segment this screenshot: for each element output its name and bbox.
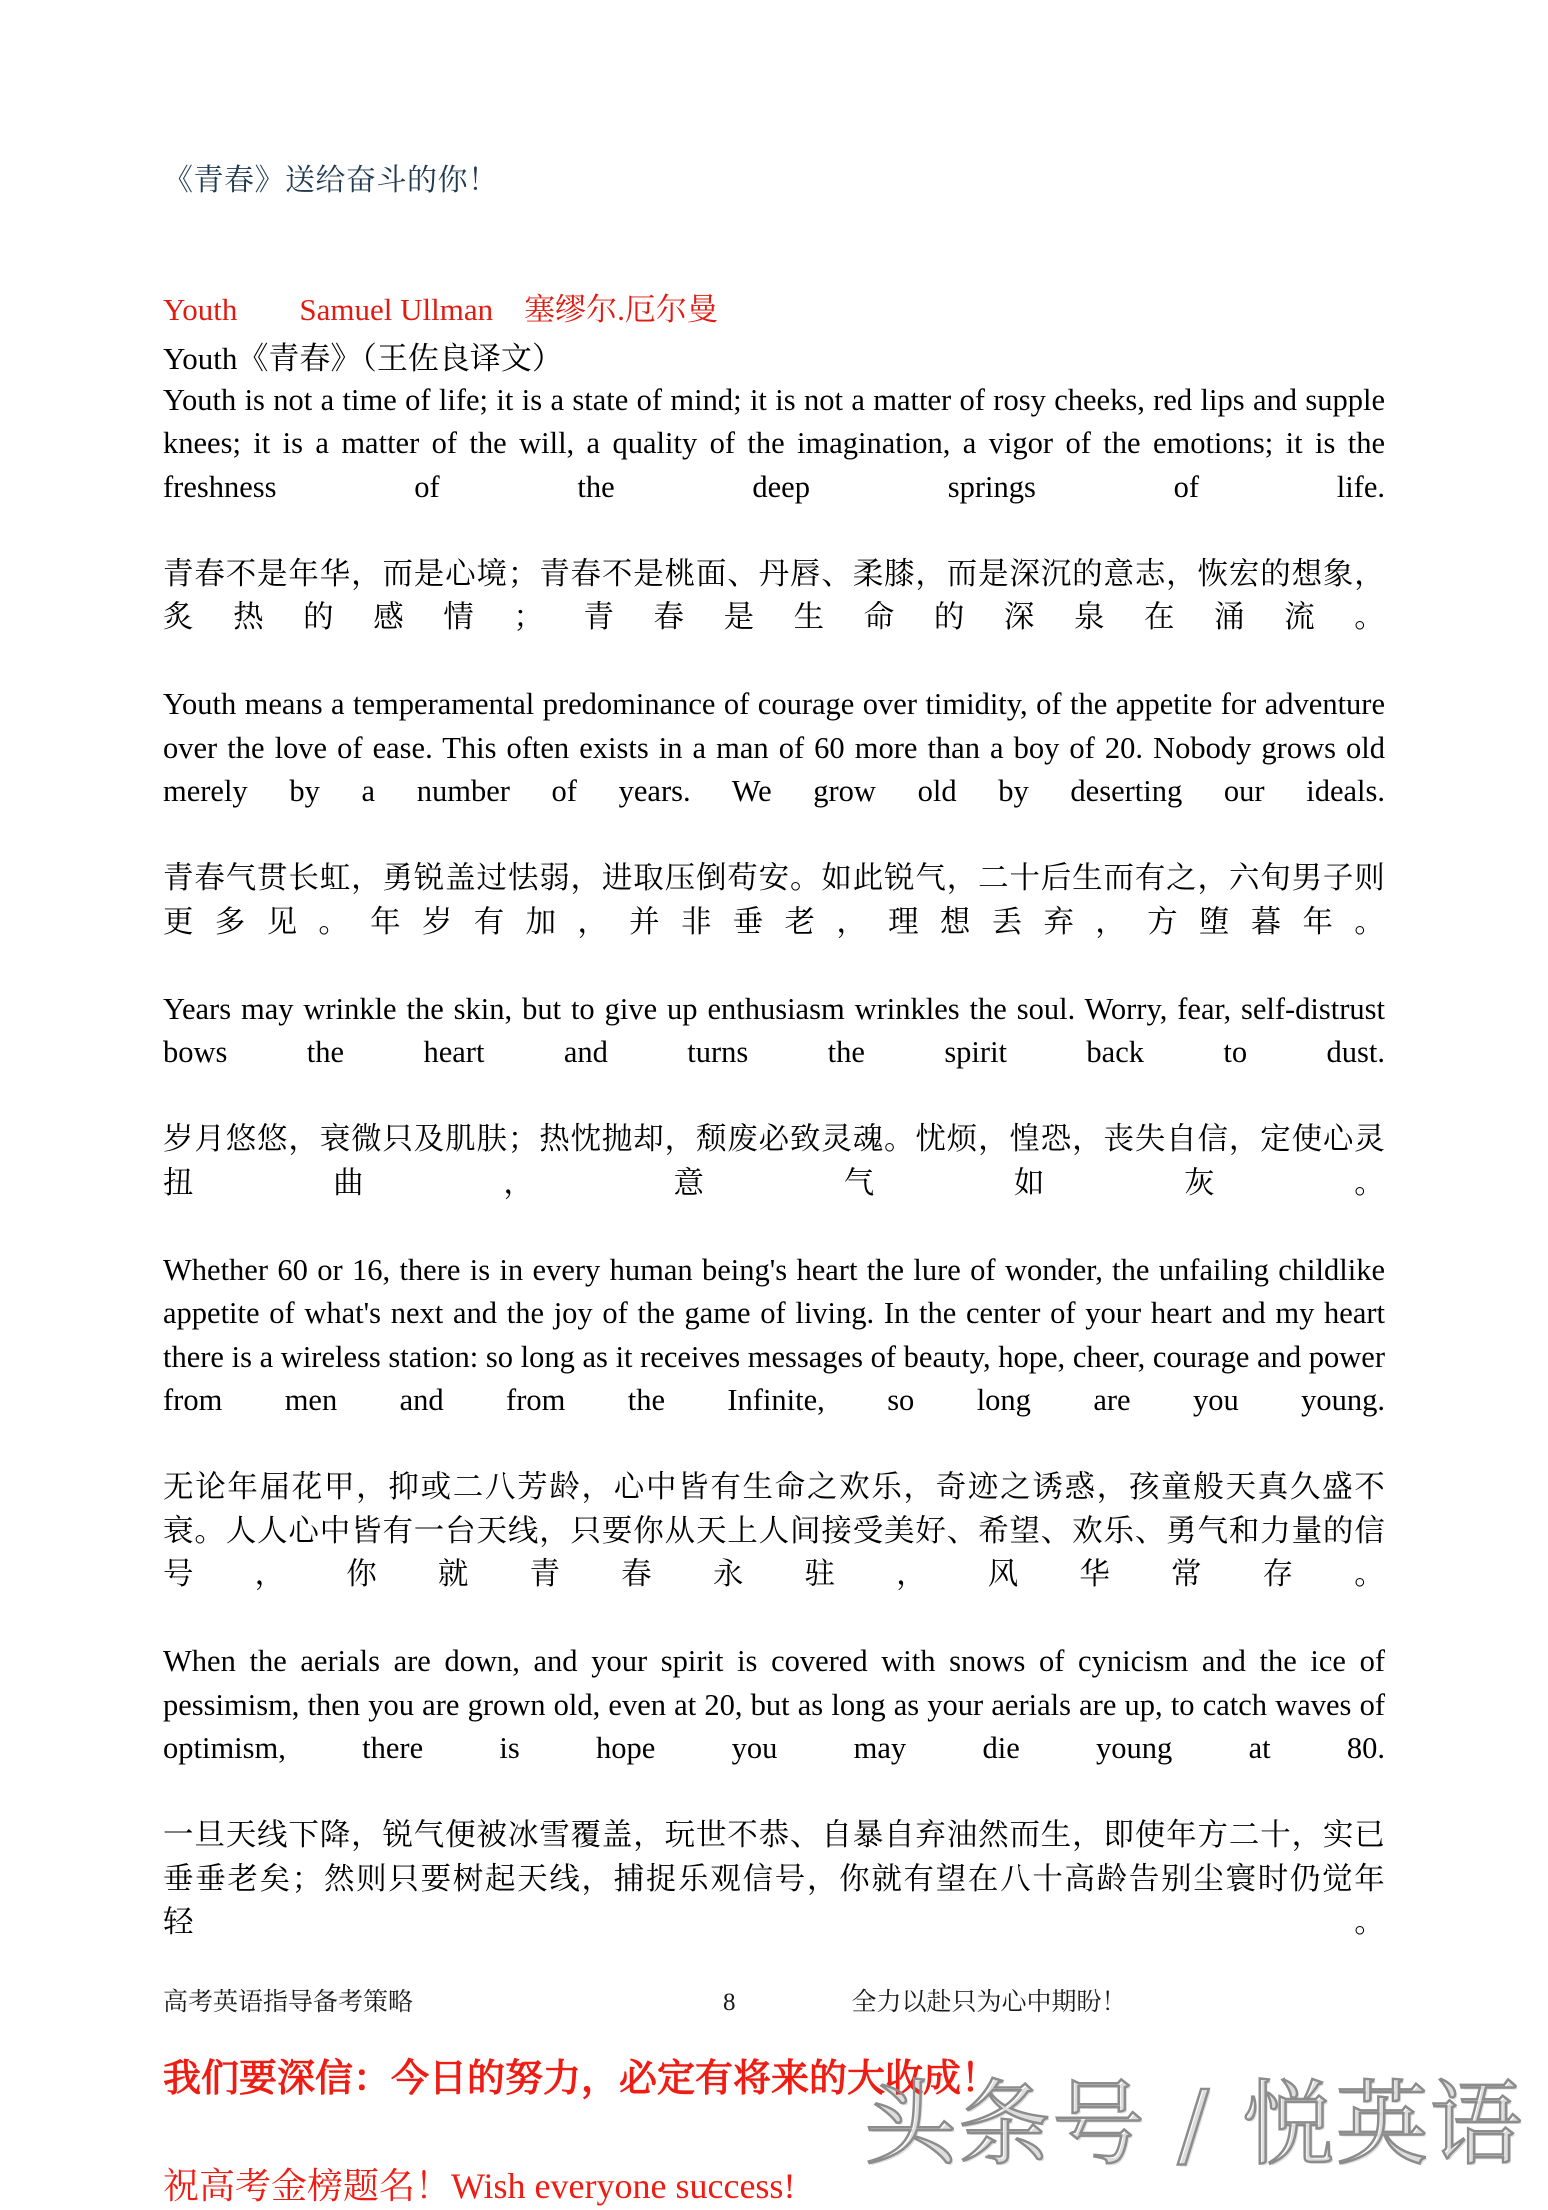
poem-paragraph-zh: 一旦天线下降，锐气便被冰雪覆盖，玩世不恭、自暴自弃油然而生，即使年方二十，实已垂垂老矣；然则只要树起天线，捕捉乐观信号，你就有望在八十高龄告别尘寰时仍觉年轻。 (163, 1818, 1385, 1939)
poem-subtitle-black: Youth《青春》（王佐良译文） (163, 340, 563, 376)
watermark-text: 头条号 / 悦英语 (864, 2071, 1524, 2179)
footer-page-number: 8 (723, 1989, 736, 2016)
page-footer (163, 1988, 1385, 2018)
slogan-bold-red: 我们要深信：今日的努力，必定有将来的大收成！ (163, 2056, 1000, 2100)
poem-paragraph-zh: 岁月悠悠，衰微只及肌肤；热忱抛却，颓废必致灵魂。忧烦，惶恐，丧失自信，定使心灵扭曲，意气如灰。 (163, 1122, 1385, 1200)
footer-left-label: 高考英语指导备考策略 (163, 1989, 414, 2016)
page-content (163, 0, 1385, 2210)
poem-paragraph-en: Years may wrinkle the skin, but to give up enthusiasm wrinkles the soul. Worry, fear, self-distrust bows the heart and turns the spirit back to dust. (163, 991, 1385, 1069)
poem-paragraph-zh: 无论年届花甲，抑或二八芳龄，心中皆有生命之欢乐，奇迹之诱惑，孩童般天真久盛不衰。人人心中皆有一台天线，只要你从天上人间接受美好、希望、欢乐、勇气和力量的信号，你就青春永驻，风华常存。 (163, 1470, 1385, 1591)
poem-paragraph-zh: 青春气贯长虹，勇锐盖过怯弱，进取压倒苟安。如此锐气，二十后生而有之，六旬男子则更多见。年岁有加，并非垂老，理想丢弃，方堕暮年。 (163, 861, 1385, 939)
slogan-wish-red: 祝高考金榜题名！Wish everyone success! (163, 2166, 796, 2207)
poem-paragraph-zh: 青春不是年华，而是心境；青春不是桃面、丹唇、柔膝，而是深沉的意志，恢宏的想象，炙热的感情；青春是生命的深泉在涌流。 (163, 556, 1385, 634)
poem-body (163, 379, 1385, 1989)
running-head: 《青春》送给奋斗的你！ (163, 164, 499, 197)
poem-paragraph-en: Youth means a temperamental predominance of courage over timidity, of the appetite for adventure over the love of ease. This often exists in a man of 60 more than a boy of 20. Nobody grows old merely by a number of years. We grow old by deserting our ideals. (163, 687, 1385, 808)
poem-paragraph-en: Youth is not a time of life; it is a state of mind; it is not a matter of rosy cheeks, red lips and supple knees; it is a matter of the will, a quality of the imagination, a vigor of the emotions; it is the freshness of the deep springs of life. (163, 382, 1385, 504)
poem-title-red: Youth Samuel Ullman 塞缪尔.厄尔曼 (163, 292, 718, 327)
poem-paragraph-en: When the aerials are down, and your spirit is covered with snows of cynicism and the ice of pessimism, then you are grown old, even at 20, but as long as your aerials are up, to catch waves of optimism, there is hope you may die young at 80. (163, 1644, 1385, 1765)
footer-right-label: 全力以赴只为心中期盼！ (851, 1989, 1127, 2016)
poem-paragraph-en: Whether 60 or 16, there is in every human being's heart the lure of wonder, the unfailing childlike appetite of what's next and the joy of the game of living. In the center of your heart and my heart there is a wireless station: so long as it receives messages of beauty, hope, cheer, courage and power from men and from the Infinite, so long are you young. (163, 1252, 1385, 1417)
